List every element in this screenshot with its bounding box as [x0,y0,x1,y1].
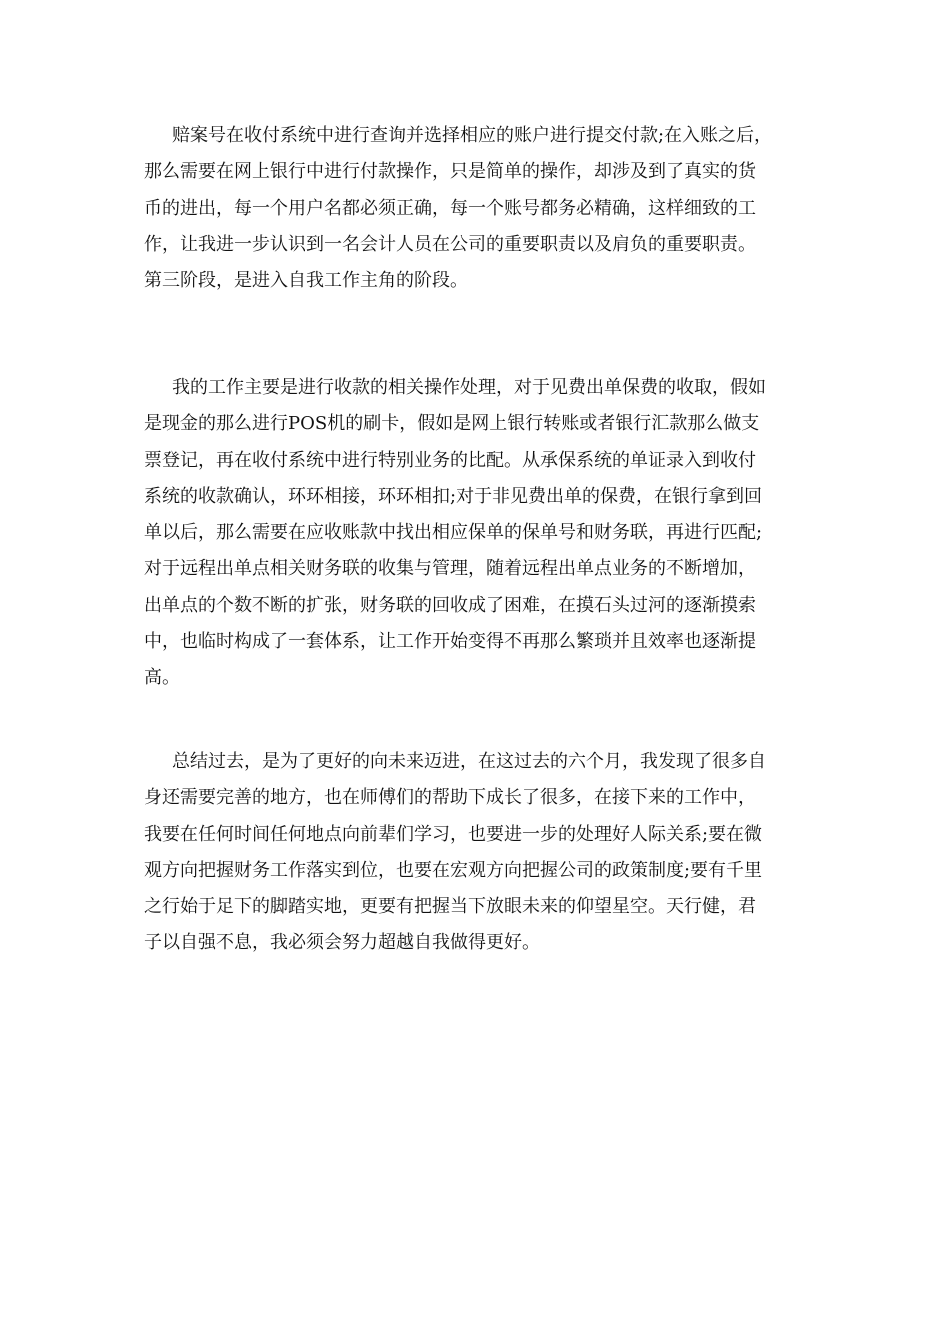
text-line: 身还需要完善的地方，也在师傅们的帮助下成长了很多，在接下来的工作中， [144,787,756,809]
text-line: 票登记，再在收付系统中进行特别业务的比配。从承保系统的单证录入到收付 [144,449,756,471]
paragraph-2 [144,370,804,697]
paragraph-1 [144,118,804,299]
text-line: 高。 [144,667,180,689]
text-line: 出单点的个数不断的扩张，财务联的回收成了困难，在摸石头过河的逐渐摸索 [144,594,756,616]
paragraph-3 [144,744,804,962]
text-line: 是现金的那么进行POS机的刷卡，假如是网上银行转账或者银行汇款那么做支 [144,413,760,435]
text-line: 我要在任何时间任何地点向前辈们学习，也要进一步的处理好人际关系;要在微 [144,823,763,845]
text-line: 作，让我进一步认识到一名会计人员在公司的重要职责以及肩负的重要职责。 [144,233,756,255]
text-line: 币的进出，每一个用户名都必须正确，每一个账号都务必精确，这样细致的工 [144,197,756,219]
text-line: 那么需要在网上银行中进行付款操作，只是简单的操作，却涉及到了真实的货 [144,161,756,183]
text-line: 第三阶段，是进入自我工作主角的阶段。 [144,270,468,292]
text-line: 之行始于足下的脚踏实地，更要有把握当下放眼未来的仰望星空。天行健，君 [144,896,756,918]
text-line: 子以自强不息，我必须会努力超越自我做得更好。 [144,932,540,954]
text-line: 观方向把握财务工作落实到位，也要在宏观方向把握公司的政策制度;要有千里 [144,859,763,881]
text-line: 我的工作主要是进行收款的相关操作处理，对于见费出单保费的收取，假如 [172,377,766,398]
text-line: 对于远程出单点相关财务联的收集与管理，随着远程出单点业务的不断增加， [144,558,756,580]
text-line: 系统的收款确认，环环相接，环环相扣;对于非见费出单的保费，在银行拿到回 [144,485,763,507]
text-line: 总结过去，是为了更好的向未来迈进，在这过去的六个月，我发现了很多自 [172,751,766,772]
text-line: 赔案号在收付系统中进行查询并选择相应的账户进行提交付款;在入账之后， [172,125,773,146]
text-line: 中，也临时构成了一套体系，让工作开始变得不再那么繁琐并且效率也逐渐提 [144,631,756,653]
text-line: 单以后，那么需要在应收账款中找出相应保单的保单号和财务联，再进行匹配; [144,522,763,544]
